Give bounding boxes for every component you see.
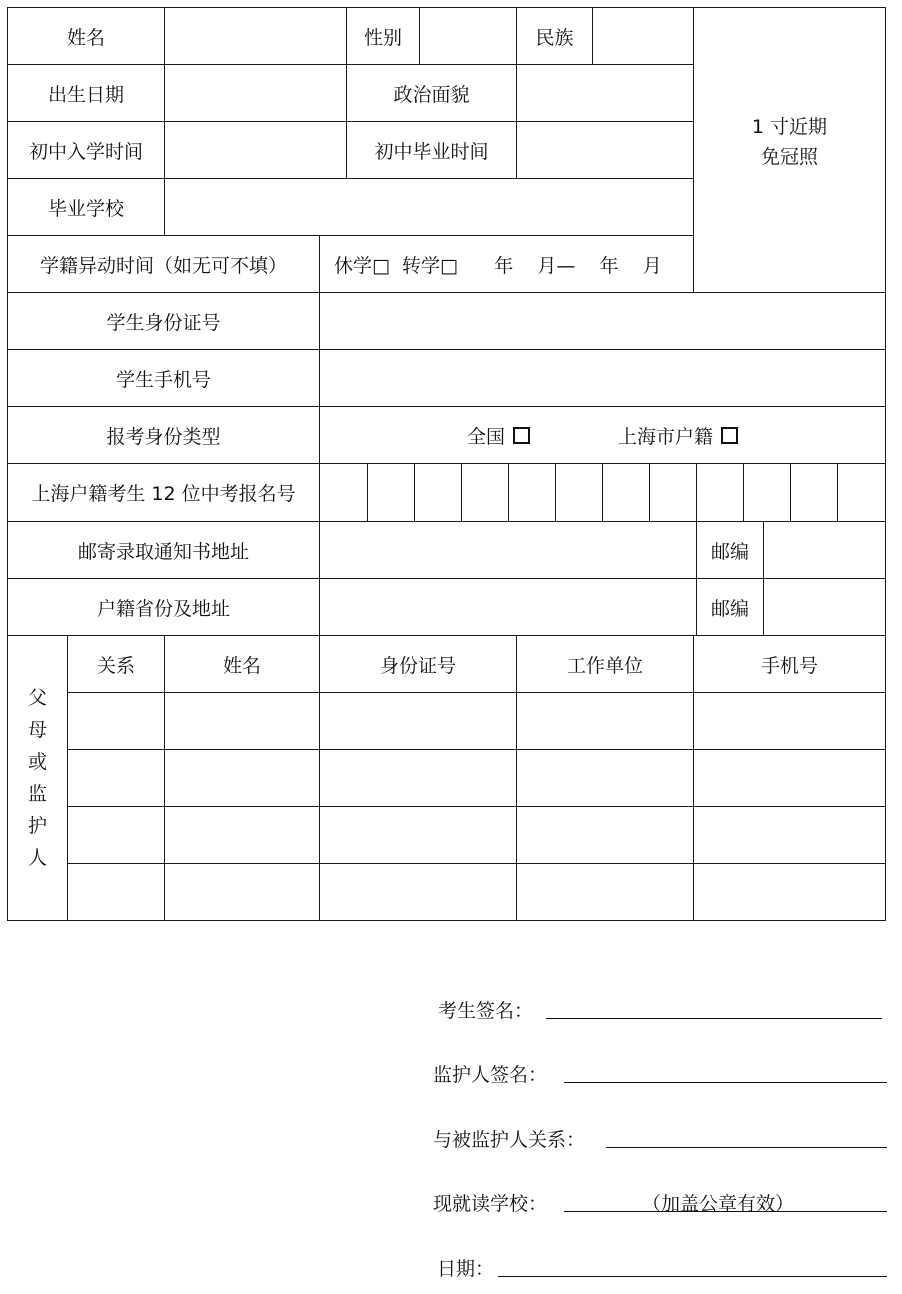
gender-label: 性别	[347, 8, 420, 65]
guardian-name-cell[interactable]	[165, 807, 320, 864]
jh-grad-field[interactable]	[517, 122, 694, 179]
national-checkbox[interactable]	[513, 427, 530, 444]
guardian-employer-cell[interactable]	[517, 693, 694, 750]
guardian-row	[8, 807, 886, 864]
guardian-id-cell[interactable]	[320, 693, 517, 750]
guardian-label-char: 父	[27, 687, 47, 709]
exam-digit-cell[interactable]	[650, 464, 697, 521]
exam-type-label: 报考身份类型	[8, 407, 320, 464]
student-id-label: 学生身份证号	[8, 293, 320, 350]
exam-digit-cell[interactable]	[414, 464, 461, 521]
guardian-phone-cell[interactable]	[694, 750, 886, 807]
guardian-relation-cell[interactable]	[68, 693, 165, 750]
current-school-label: 现就读学校：	[433, 1193, 548, 1215]
exam-number-digit-table	[320, 464, 885, 521]
guardian-signature-label: 监护人签名：	[433, 1064, 548, 1086]
photo-label-line1: 1 寸近期	[751, 116, 828, 138]
exam-digit-cell[interactable]	[744, 464, 791, 521]
relation-line[interactable]	[606, 1123, 887, 1148]
guardian-label-char: 或	[27, 751, 47, 773]
guardian-phone-cell[interactable]	[694, 864, 886, 921]
official-seal-note: （加盖公章有效）	[642, 1193, 795, 1215]
exam-type-shanghai-label: 上海市户籍	[618, 425, 714, 448]
guardian-relation-cell[interactable]	[68, 750, 165, 807]
date-line[interactable]	[498, 1252, 887, 1277]
household-address-label: 户籍省份及地址	[8, 579, 320, 636]
date-label: 日期：	[437, 1258, 495, 1280]
jh-enroll-label: 初中入学时间	[8, 122, 165, 179]
student-signature-line[interactable]	[546, 994, 882, 1019]
guardian-employer-cell[interactable]	[517, 807, 694, 864]
exam-type-options	[320, 407, 886, 464]
guardian-label-char: 母	[27, 719, 47, 741]
registration-form-table	[7, 7, 886, 921]
exam-digit-cell[interactable]	[320, 464, 367, 521]
guardian-row	[8, 750, 886, 807]
guardian-id-cell[interactable]	[320, 807, 517, 864]
exam-digit-cell[interactable]	[838, 464, 885, 521]
guardian-label-char: 人	[27, 847, 47, 869]
photo-box	[694, 8, 886, 293]
exam-digit-cell[interactable]	[461, 464, 508, 521]
political-status-field[interactable]	[517, 65, 694, 122]
photo-label-line2: 免冠照	[760, 146, 818, 168]
exam-type-shanghai-option[interactable]	[618, 426, 738, 448]
exam-digit-cell[interactable]	[508, 464, 555, 521]
jh-grad-label: 初中毕业时间	[347, 122, 517, 179]
exam-digit-cell[interactable]	[697, 464, 744, 521]
guardian-header-employer: 工作单位	[517, 636, 694, 693]
gender-field[interactable]	[420, 8, 517, 65]
guardian-phone-cell[interactable]	[694, 693, 886, 750]
exam-type-national-label: 全国	[466, 425, 505, 448]
exam-number-label: 上海户籍考生 12 位中考报名号	[8, 464, 320, 522]
political-status-label: 政治面貌	[347, 65, 517, 122]
guardian-relation-cell[interactable]	[68, 807, 165, 864]
name-label: 姓名	[8, 8, 165, 65]
guardian-header-name: 姓名	[165, 636, 320, 693]
guardian-label-char: 监	[27, 783, 47, 805]
exam-digit-cell[interactable]	[602, 464, 649, 521]
guardian-name-cell[interactable]	[165, 864, 320, 921]
ethnicity-field[interactable]	[593, 8, 694, 65]
exam-number-grid	[320, 464, 886, 522]
guardian-row	[8, 864, 886, 921]
status-change-label: 学籍异动时间（如无可不填）	[8, 236, 320, 293]
guardian-id-cell[interactable]	[320, 750, 517, 807]
guardian-header-relation: 关系	[68, 636, 165, 693]
relation-label: 与被监护人关系：	[433, 1129, 586, 1151]
guardian-label-char: 护	[27, 815, 47, 837]
status-change-field[interactable]: 休学□ 转学□ 年 月— 年 月	[320, 236, 694, 293]
exam-digit-cell[interactable]	[791, 464, 838, 521]
student-id-field[interactable]	[320, 293, 886, 350]
shanghai-checkbox[interactable]	[721, 427, 738, 444]
birthdate-label: 出生日期	[8, 65, 165, 122]
guardian-header-phone: 手机号	[694, 636, 886, 693]
birthdate-field[interactable]	[165, 65, 347, 122]
student-phone-label: 学生手机号	[8, 350, 320, 407]
exam-digit-cell[interactable]	[367, 464, 414, 521]
household-postcode-label: 邮编	[697, 579, 764, 636]
exam-digit-cell[interactable]	[555, 464, 602, 521]
student-phone-field[interactable]	[320, 350, 886, 407]
student-signature-label: 考生签名：	[438, 1000, 534, 1022]
name-field[interactable]	[165, 8, 347, 65]
guardian-employer-cell[interactable]	[517, 750, 694, 807]
guardian-row	[8, 693, 886, 750]
jh-enroll-field[interactable]	[165, 122, 347, 179]
exam-type-national-option[interactable]	[467, 426, 536, 448]
mail-postcode-label: 邮编	[697, 522, 764, 579]
guardian-signature-line[interactable]	[564, 1058, 887, 1083]
guardian-section-label	[8, 636, 68, 921]
guardian-header-id: 身份证号	[320, 636, 517, 693]
graduation-school-label: 毕业学校	[8, 179, 165, 236]
current-school-line[interactable]	[564, 1187, 887, 1212]
mail-address-field[interactable]	[320, 522, 697, 579]
ethnicity-label: 民族	[517, 8, 593, 65]
mail-address-label: 邮寄录取通知书地址	[8, 522, 320, 579]
guardian-employer-cell[interactable]	[517, 864, 694, 921]
guardian-relation-cell[interactable]	[68, 864, 165, 921]
guardian-phone-cell[interactable]	[694, 807, 886, 864]
guardian-name-cell[interactable]	[165, 750, 320, 807]
mail-postcode-field[interactable]	[764, 522, 886, 579]
guardian-id-cell[interactable]	[320, 864, 517, 921]
graduation-school-field[interactable]	[165, 179, 694, 236]
guardian-name-cell[interactable]	[165, 693, 320, 750]
household-postcode-field[interactable]	[764, 579, 886, 636]
household-address-field[interactable]	[320, 579, 697, 636]
